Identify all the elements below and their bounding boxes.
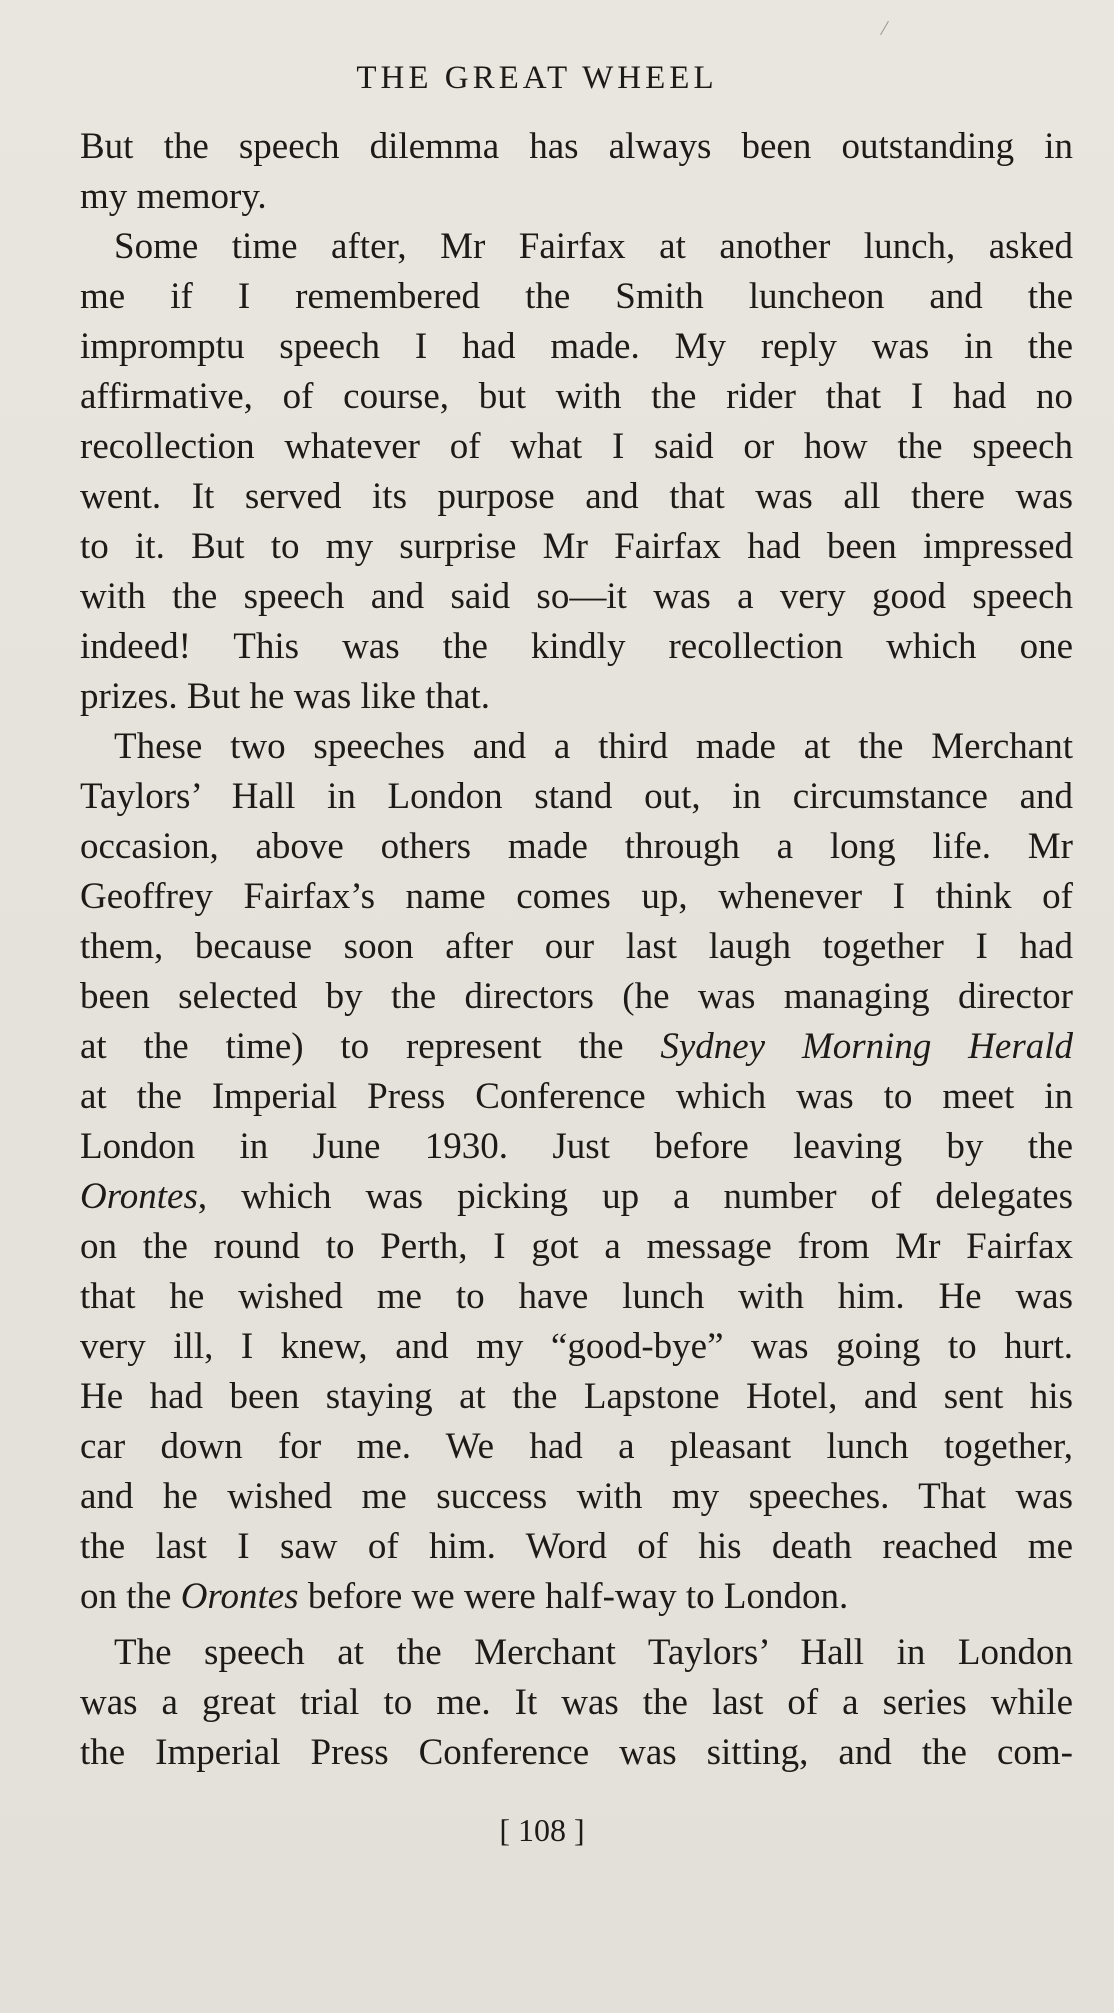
text-line [80,522,1073,572]
text-line [80,1728,1073,1778]
text-line [80,622,1073,672]
text-run: indeed! This was the kindly recollection which one [80,626,1073,667]
text-run: to it. But to my surprise Mr Fairfax had been impressed [80,526,1073,567]
pencil-mark [880,21,889,35]
text-line [80,1572,1073,1622]
text-run: He had been staying at the Lapstone Hotel, and sent his [80,1376,1073,1417]
text-run: impromptu speech I had made. My reply was in the [80,326,1073,367]
text-line [80,322,1073,372]
text-line [80,122,1073,172]
text-run: London in June 1930. Just before leaving by the [80,1126,1073,1167]
text-run: that he wished me to have lunch with him. He was [80,1276,1073,1317]
text-line [80,1472,1073,1522]
text-run: recollection whatever of what I said or how the speech [80,426,1073,467]
text-run: went. It served its purpose and that was all there was [80,476,1073,517]
text-run: at the time) to represent the [80,1026,661,1067]
text-run: on the [80,1576,181,1617]
text-run: These two speeches and a third made at the Merchant [114,726,1073,767]
text-line [80,1678,1073,1728]
text-line [80,972,1073,1022]
text-run: at the Imperial Press Conference which was to meet in [80,1076,1073,1117]
text-line [80,922,1073,972]
text-run: very ill, I knew, and my “good-bye” was going to hurt. [80,1326,1073,1367]
text-run: before we were half-way to London. [298,1576,849,1617]
text-run: them, because soon after our last laugh together I had [80,926,1073,967]
text-line [80,1628,1073,1678]
text-run: on the round to Perth, I got a message from Mr Fairfax [80,1226,1073,1267]
text-line [80,772,1073,822]
running-head: THE GREAT WHEEL [356,60,718,96]
text-line [80,1222,1073,1272]
text-run: Some time after, Mr Fairfax at another lunch, asked [114,226,1073,267]
text-run: affirmative, of course, but with the rider that I had no [80,376,1073,417]
text-run: The speech at the Merchant Taylors’ Hall in London [114,1632,1073,1673]
text-run: and he wished me success with my speeches. That was [80,1476,1073,1517]
italic-text: Orontes [180,1576,299,1617]
page-number: [ 108 ] [499,1812,585,1848]
text-run: me if I remembered the Smith luncheon and the [80,276,1073,317]
text-run: with the speech and said so—it was a very good speech [80,576,1073,617]
text-line [80,472,1073,522]
text-line [80,172,1073,222]
text-run: was a great trial to me. It was the last of a series while [80,1682,1073,1723]
text-run: Geoffrey Fairfax’s name comes up, whenever I think of [80,876,1073,917]
text-line [80,872,1073,922]
text-line [80,1022,1073,1072]
text-line [80,1122,1073,1172]
text-run: , which was picking up a number of delegates [197,1176,1073,1217]
italic-text: Orontes [80,1176,198,1217]
text-line [80,1372,1073,1422]
body-text [80,122,1073,1778]
text-run: occasion, above others made through a long life. Mr [80,826,1073,867]
text-line [80,822,1073,872]
text-line [80,1422,1073,1472]
text-line [80,1522,1073,1572]
text-run: been selected by the directors (he was managing director [80,976,1073,1017]
text-line [80,1072,1073,1122]
text-run: the last I saw of him. Word of his death reached me [80,1526,1073,1567]
text-line [80,422,1073,472]
text-run: the Imperial Press Conference was sitting, and the com- [80,1732,1073,1773]
text-line [80,1172,1073,1222]
text-line [80,672,1073,722]
text-run: prizes. But he was like that. [80,676,490,717]
text-line [80,722,1073,772]
text-run: car down for me. We had a pleasant lunch together, [80,1426,1073,1467]
text-line [80,222,1073,272]
text-run: my memory. [80,176,267,217]
text-run: But the speech dilemma has always been outstanding in [80,126,1073,167]
text-line [80,1322,1073,1372]
text-line [80,272,1073,322]
text-line [80,572,1073,622]
text-line [80,1272,1073,1322]
text-run: Taylors’ Hall in London stand out, in circumstance and [80,776,1073,817]
italic-text: Sydney Morning Herald [660,1026,1073,1067]
text-line [80,372,1073,422]
